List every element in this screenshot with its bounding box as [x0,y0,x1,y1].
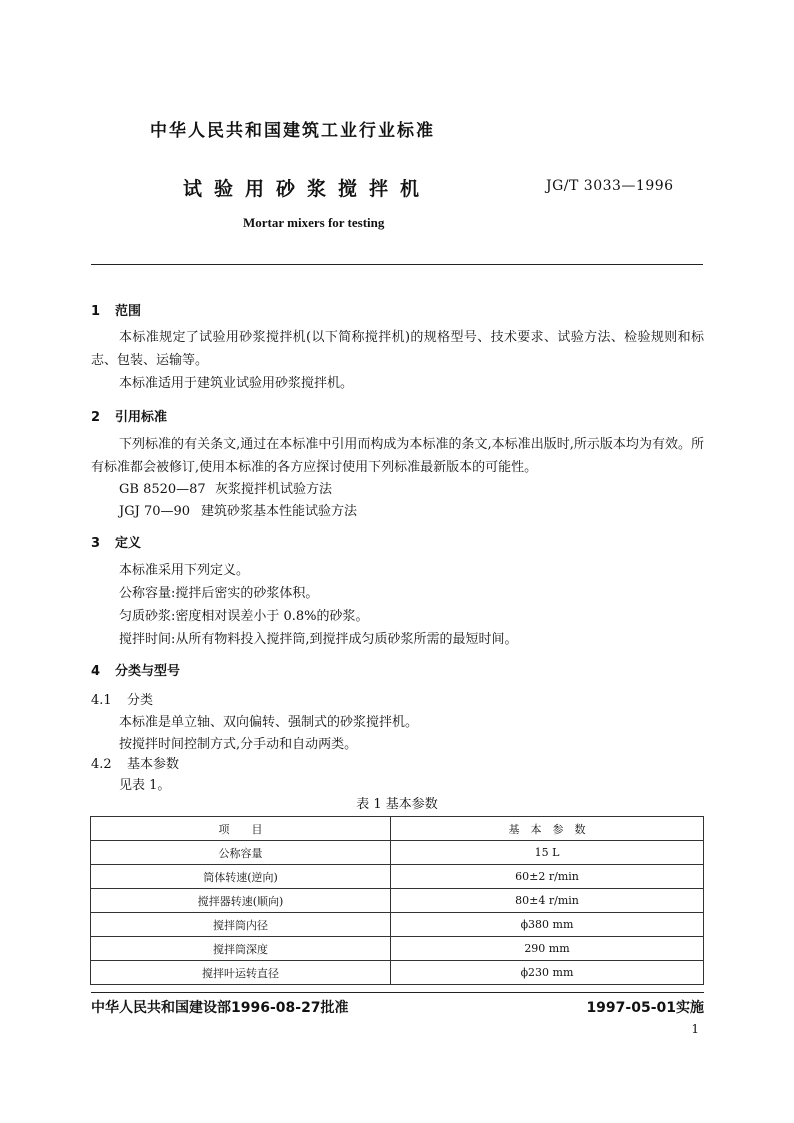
basic-parameters-table [90,816,704,985]
section-title: 定义 [115,536,142,551]
section-2-heading [91,406,167,425]
section-3-heading [91,532,141,551]
table-row [91,865,704,889]
definition-line: 匀质砂浆:密度相对误差小于 0.8%的砂浆。 [119,609,369,624]
param-name: 筒体转速(逆向) [91,865,391,889]
subsection-title: 基本参数 [127,757,180,772]
subsection-4-2-heading [91,753,179,772]
param-value: ϕ380 mm [391,913,704,937]
param-name: 搅拌器转速(顺向) [91,889,391,913]
section-1-paragraph-1: 本标准规定了试验用砂浆搅拌机(以下简称搅拌机)的规格型号、技术要求、试验方法、检验规则和标志、包装、运输等。 [91,330,704,368]
table-row [91,913,704,937]
section-number: 4 [91,664,101,679]
english-title: Mortar mixers for testing [243,215,385,230]
standard-code: JG/T 3033—1996 [546,178,674,194]
section-title: 范围 [115,304,142,319]
param-value: ϕ230 mm [391,961,704,985]
classification-line: 本标准是单立轴、双向偏转、强制式的砂浆搅拌机。 [119,715,419,730]
table-row [91,937,704,961]
section-title: 分类与型号 [115,664,181,679]
footer-divider [91,992,704,993]
subsection-title: 分类 [127,693,154,708]
reference-item [119,478,332,497]
param-name: 搅拌筒内径 [91,913,391,937]
reference-name: 灰浆搅拌机试验方法 [215,482,333,497]
reference-name: 建筑砂浆基本性能试验方法 [201,504,358,519]
param-name: 搅拌筒深度 [91,937,391,961]
section-title: 引用标准 [115,410,168,425]
definition-line: 公称容量:搅拌后密实的砂浆体积。 [119,586,319,601]
table-header-row [91,817,704,841]
definition-line: 搅拌时间:从所有物料投入搅拌筒,到搅拌成匀质砂浆所需的最短时间。 [119,632,518,647]
param-value: 15 L [391,841,704,865]
subsection-number: 4.2 [91,757,112,772]
document-title: 试验用砂浆搅拌机 [183,178,432,200]
param-name: 公称容量 [91,841,391,865]
section-number: 1 [91,304,101,319]
table-row [91,889,704,913]
section-number: 3 [91,536,101,551]
param-name: 搅拌叶运转直径 [91,961,391,985]
header-divider [91,264,703,265]
classification-line: 按搅拌时间控制方式,分手动和自动两类。 [119,737,358,752]
page-number: 1 [691,1022,699,1036]
table-row [91,841,704,865]
reference-code: JGJ 70—90 [119,504,191,519]
subsection-4-1-heading [91,689,153,708]
column-header-value: 基 本 参 数 [391,817,704,841]
section-1-heading [91,300,141,319]
table-caption: 表 1 基本参数 [356,797,438,812]
param-value: 80±4 r/min [391,889,704,913]
subsection-number: 4.1 [91,693,112,708]
issuing-organization: 中华人民共和国建筑工业行业标准 [150,121,435,141]
reference-code: GB 8520—87 [119,482,206,497]
table-reference: 见表 1。 [119,778,171,793]
definition-line: 本标准采用下列定义。 [119,563,250,578]
param-value: 290 mm [391,937,704,961]
section-2-paragraph-1: 下列标准的有关条文,通过在本标准中引用而构成为本标准的条文,本标准出版时,所示版本均为有效。所有标准都会被修订,使用本标准的各方应探讨使用下列标准最新版本的可能性。 [91,437,704,475]
section-number: 2 [91,410,101,425]
reference-item [119,500,357,519]
effective-date: 1997-05-01实施 [586,1000,704,1016]
approval-statement: 中华人民共和国建设部1996-08-27批准 [91,1000,349,1016]
column-header-item: 项 目 [91,817,391,841]
section-1-paragraph-2: 本标准适用于建筑业试验用砂浆搅拌机。 [119,376,354,391]
param-value: 60±2 r/min [391,865,704,889]
section-4-heading [91,660,180,679]
table-row [91,961,704,985]
